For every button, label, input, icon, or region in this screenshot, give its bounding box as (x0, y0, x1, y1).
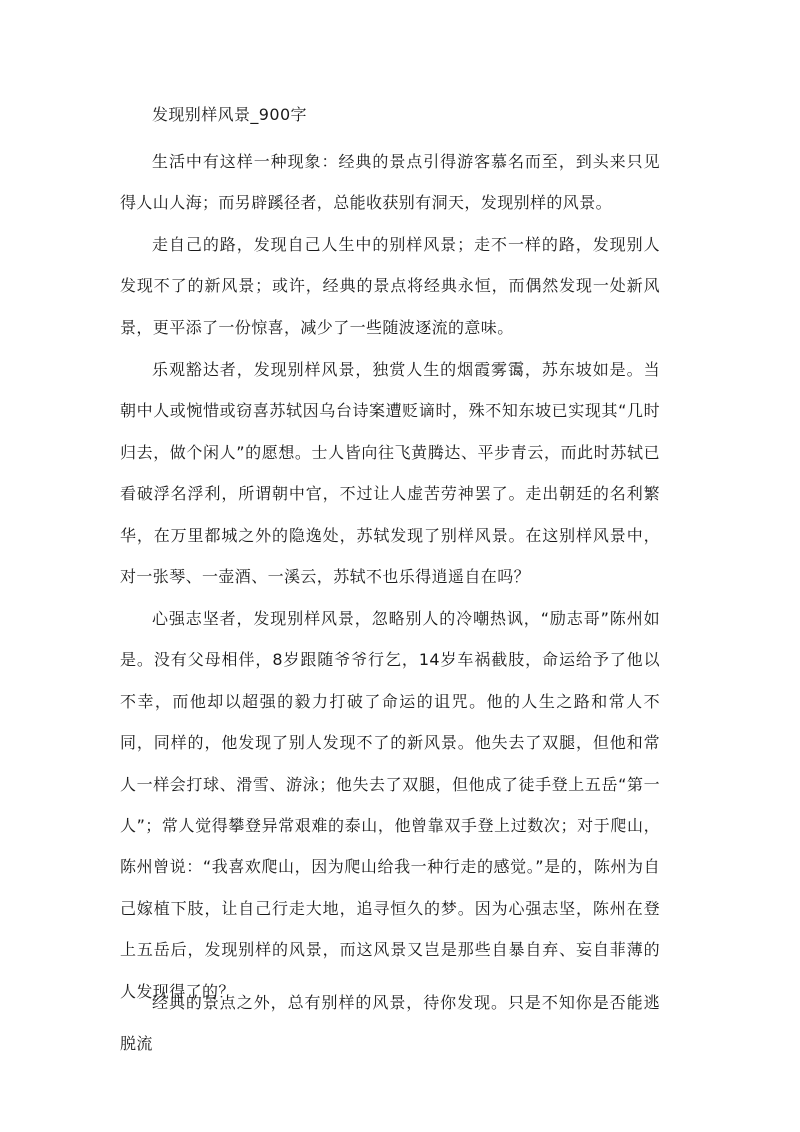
paragraph-intro: 生活中有这样一种现象：经典的景点引得游客慕名而至，到头来只见得人山人海；而另辟蹊径者，总能收获别有洞天，发现别样的风景。 (120, 152, 660, 213)
paragraph-chen-zhou: 心强志坚者，发现别样风景，忽略别人的冷嘲热讽，“励志哥”陈州如是。没有父母相伴，8岁跟随爷爷行乞，14岁车祸截肢，命运给予了他以不幸，而他却以超强的毅力打破了命运的诅咒。他的人生之路和常人不同，同样的，他发现了别人发现不了的新风景。他失去了双腿，但他和常人一样会打球、滑雪、游泳；他失去了双腿，但他成了徒手登上五岳“第一人”；常人觉得攀登异常艰难的泰山，他曾靠双手登上过数次；对于爬山，陈州曾说：“我喜欢爬山，因为爬山给我一种行走的感觉。”是的，陈州为自己嫁植下肢，让自己行走大地，追寻恒久的梦。因为心强志坚，陈州在登上五岳后，发现别样的风景，而这风景又岂是那些自暴自弃、妄自菲薄的人发现得了的？ (120, 609, 660, 1001)
paragraph-own-path: 走自己的路，发现自己人生中的别样风景；走不一样的路，发现别人发现不了的新风景；或许，经典的景点将经典永恒，而偶然发现一处新风景，更平添了一份惊喜，减少了一些随波逐流的意味。 (120, 235, 660, 337)
paragraph-su-dongpo: 乐观豁达者，发现别样风景，独赏人生的烟霞雾霭，苏东坡如是。当朝中人或惋惜或窃喜苏轼因乌台诗案遭贬谪时，殊不知东坡已实现其“几时归去，做个闲人”的愿想。士人皆向往飞黄腾达、平步青云，而此时苏轼已看破浮名浮利，所谓朝中官，不过让人虚苦劳神罢了。走出朝廷的名利繁华，在万里都城之外的隐逸处，苏轼发现了别样风景。在这别样风景中，对一张琴、一壶酒、一溪云，苏轼不也乐得逍遥自在吗？ (120, 360, 660, 587)
document-title: 发现别样风景_900字 (152, 105, 307, 124)
paragraph-conclusion: 经典的景点之外，总有别样的风景，待你发现。只是不知你是否能逃脱流 (120, 993, 660, 1054)
